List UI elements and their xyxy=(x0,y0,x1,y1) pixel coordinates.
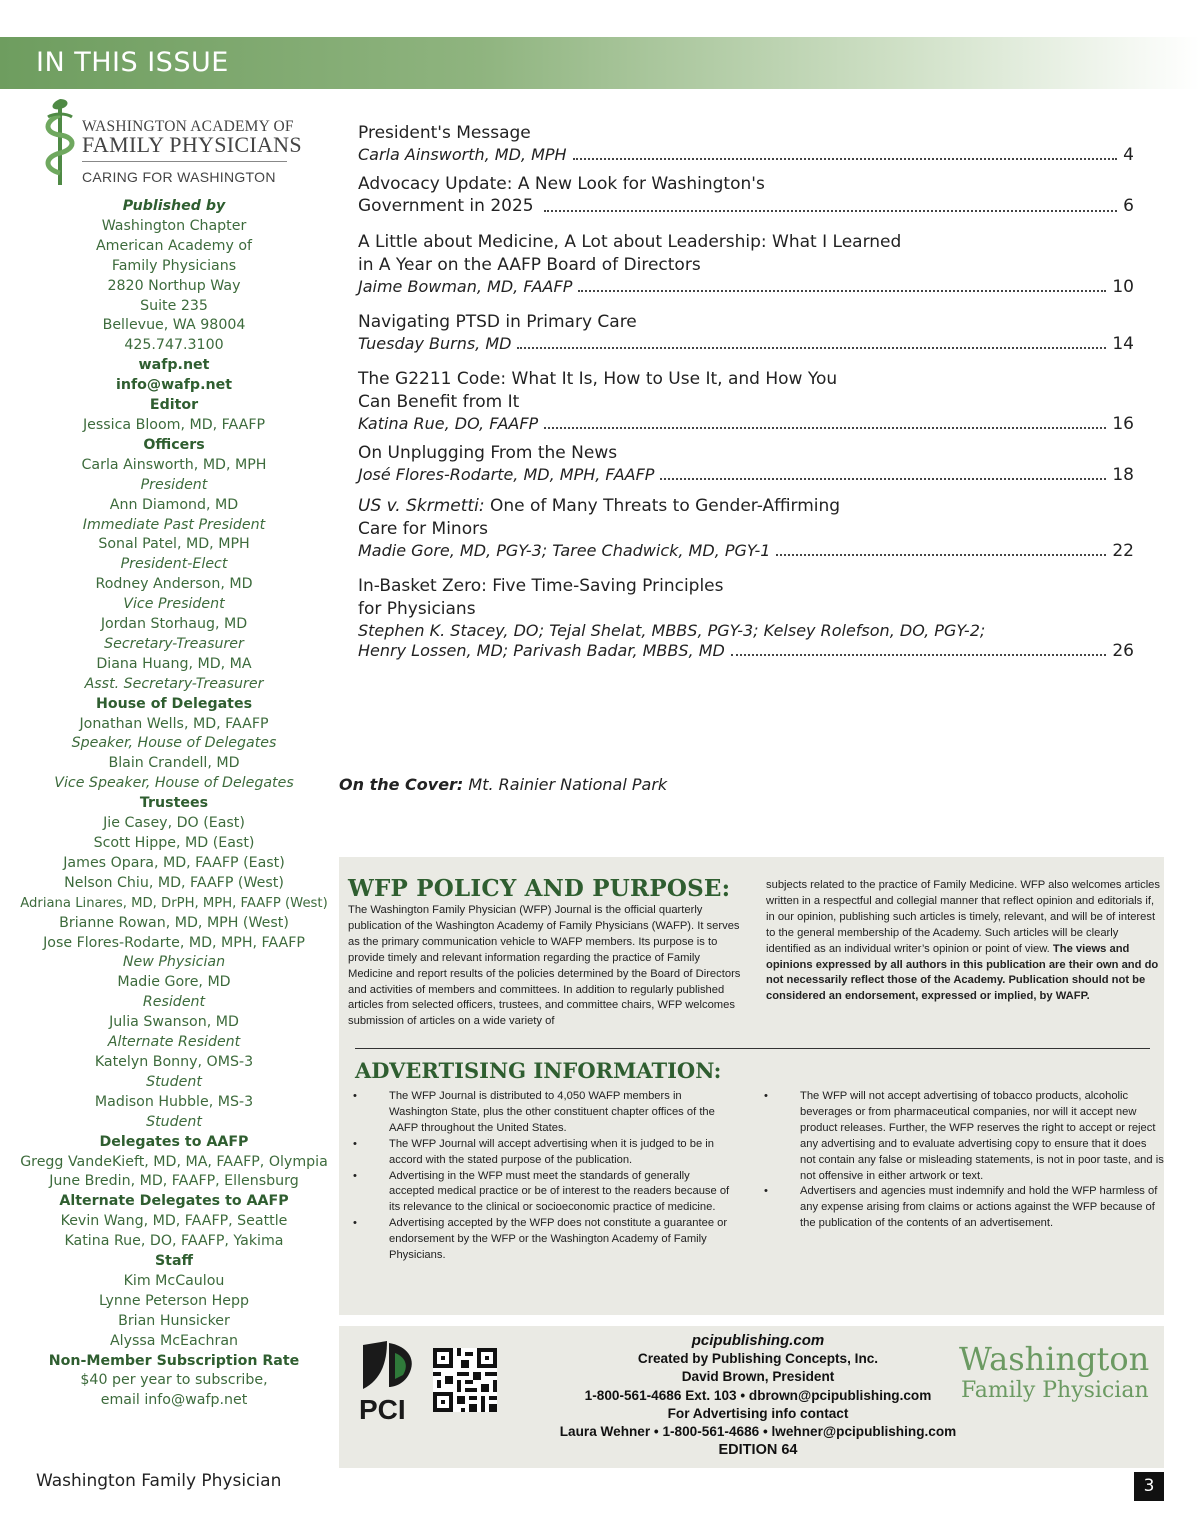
masthead-line: Sonal Patel, MD, MPH xyxy=(98,536,250,553)
toc-author-line xyxy=(358,465,1134,485)
list-item: • The WFP will not accept advertising of tobacco products, alcoholic beverages or from pharmaceutical companies, nor will it accept new product releases. Further, the WFP reserves the right to accept or reject any advertising and to evaluate advertising copy to ensure that it does not contain any false or misleading statements, is not in poor taste, and is not offensive in either artwork or text. xyxy=(764,1089,1164,1184)
toc-leader xyxy=(517,347,1106,349)
masthead-line: email info@wafp.net xyxy=(100,1392,248,1409)
masthead-line: Scott Hippe, MD (East) xyxy=(93,835,255,851)
toc-title: Navigating PTSD in Primary Care xyxy=(358,312,637,332)
policy-text-left: The Washington Family Physician (WFP) Journal is the official quarterly publication of the Washington Academy of Family Physicians (WAFP). It serves as the primary communication vehicle to WAFP members. Its purpose is to provide timely and relevant information regarding the practice of Family Medicine and report results of the policies determined by the Board of Directors and activities of members and committees. In addition to regularly published articles from selected officers, trustees, and committee chairs, WFP welcomes submission of articles on a wide variety of xyxy=(348,904,741,1028)
toc-author: José Flores-Rodarte, MD, MPH, FAAFP xyxy=(358,465,655,484)
masthead-line: Brian Hunsicker xyxy=(118,1312,230,1329)
toc-author: Henry Lossen, MD; Parivash Badar, MBBS, MD xyxy=(358,641,725,660)
masthead-line: Speaker, House of Delegates xyxy=(71,735,277,752)
masthead-line: Rodney Anderson, MD xyxy=(95,576,253,593)
toc-author-line xyxy=(358,277,1134,297)
wafp-logo xyxy=(20,95,328,191)
masthead-line: James Opara, MD, FAAFP (East) xyxy=(63,854,285,871)
section-banner xyxy=(0,37,1200,89)
publisher-footer xyxy=(339,1326,1164,1468)
toc-entry[interactable] xyxy=(358,311,1134,354)
masthead-line: Jonathan Wells, MD, FAAFP xyxy=(79,715,269,732)
cover-label: On the Cover: xyxy=(339,775,464,794)
masthead-line: $40 per year to subscribe, xyxy=(80,1372,268,1389)
cover-text: Mt. Rainier National Park xyxy=(463,775,668,794)
masthead-line: info@wafp.net xyxy=(116,377,232,394)
masthead-line: wafp.net xyxy=(138,357,210,374)
policy-text-right-body: subjects related to the practice of Family Medicine. WFP also welcomes articles written in a respectful and collegial manner that reflect opinion and editorials if, in our opinion, publishing such articles is timely, relevant, and will be of interest to the general membership of the Academy. Such articles will be clearly identified as an individual writer’s opinion or point of view. xyxy=(766,879,1160,955)
toc-author-pre xyxy=(358,621,1134,641)
masthead-line: House of Delegates xyxy=(95,695,253,712)
toc-author-line xyxy=(358,641,1134,661)
pci-leaf-icon xyxy=(359,1339,417,1421)
toc-page: 10 xyxy=(1112,277,1134,297)
toc-title-italic: US v. Skrmetti: xyxy=(358,496,485,516)
toc-entry[interactable] xyxy=(358,575,1134,661)
masthead-line: Diana Huang, MD, MA xyxy=(96,655,252,672)
masthead-list xyxy=(20,197,328,1411)
masthead-line: American Academy of xyxy=(95,237,253,254)
logo-line-2: FAMILY PHYSICIANS xyxy=(82,132,302,157)
masthead-line: President xyxy=(140,476,208,493)
toc-author-line xyxy=(358,414,1134,434)
masthead-line: Nelson Chiu, MD, FAAFP (West) xyxy=(64,874,284,891)
toc-page: 18 xyxy=(1112,465,1134,485)
toc-title: On Unplugging From the News xyxy=(358,443,618,463)
toc-author: Tuesday Burns, MD xyxy=(358,334,512,353)
masthead-line: Madison Hubble, MS-3 xyxy=(94,1093,254,1110)
advertising-title: ADVERTISING INFORMATION: xyxy=(355,1058,722,1083)
advertising-list-right xyxy=(764,1089,1164,1232)
section-divider xyxy=(355,1048,1150,1049)
publisher-line: David Brown, President xyxy=(681,1369,835,1385)
toc-entry[interactable] xyxy=(358,122,1134,165)
advertising-contact: Laura Wehner • 1-800-561-4686 • lwehner@pcipublishing.com xyxy=(559,1424,957,1440)
toc-title-cont: for Physicians xyxy=(358,599,476,619)
caduceus-icon xyxy=(42,95,78,191)
toc-title-line xyxy=(358,196,1134,217)
masthead-line: Blain Crandell, MD xyxy=(108,755,240,772)
publisher-info xyxy=(543,1332,973,1459)
toc-page: 26 xyxy=(1112,641,1134,661)
masthead-line: Alternate Resident xyxy=(107,1034,241,1051)
masthead-line: Katelyn Bonny, OMS-3 xyxy=(94,1053,254,1070)
masthead-line: Ann Diamond, MD xyxy=(109,496,239,513)
masthead-line: Suite 235 xyxy=(140,297,208,314)
masthead-line: Staff xyxy=(154,1253,194,1270)
masthead-line: Trustees xyxy=(139,795,209,812)
toc-author: Stephen K. Stacey, DO; Tejal Shelat, MBBS, PGY-3; Kelsey Rolefson, DO, PGY-2; xyxy=(358,621,986,640)
list-item: • Advertising accepted by the WFP does not constitute a guarantee or endorsement by the WFP or the Washington Academy of Family Physicians. xyxy=(353,1216,738,1264)
masthead-line: Published by xyxy=(122,198,226,214)
wfp-brand-line-1: Washington xyxy=(959,1340,1150,1378)
masthead-line: Asst. Secretary-Treasurer xyxy=(84,675,264,692)
masthead-line: Family Physicians xyxy=(111,257,237,274)
masthead-line: Madie Gore, MD xyxy=(117,974,231,991)
toc-leader xyxy=(660,478,1106,480)
page-number: 3 xyxy=(1134,1472,1164,1501)
masthead-line: Non-Member Subscription Rate xyxy=(48,1352,300,1369)
masthead-line: Gregg VandeKieft, MD, MA, FAAFP, Olympia xyxy=(20,1153,328,1170)
masthead-line: Jessica Bloom, MD, FAAFP xyxy=(82,416,266,433)
toc-title: Advocacy Update: A New Look for Washington's xyxy=(358,174,765,194)
toc-page: 6 xyxy=(1123,196,1134,216)
toc-leader xyxy=(544,210,1118,212)
wfp-brand-line-2: Family Physician xyxy=(961,1378,1149,1403)
toc-entry[interactable] xyxy=(358,173,1134,217)
masthead-line: Julia Swanson, MD xyxy=(109,1014,239,1031)
masthead-line: Student xyxy=(146,1113,202,1130)
toc-author: Madie Gore, MD, PGY-3; Taree Chadwick, MD, PGY-1 xyxy=(358,541,771,560)
toc-author-line xyxy=(358,541,1134,561)
banner-title: IN THIS ISSUE xyxy=(36,47,229,78)
toc-leader xyxy=(578,290,1106,292)
masthead-sidebar xyxy=(20,95,328,1411)
masthead-line: June Bredin, MD, FAAFP, Ellensburg xyxy=(49,1173,299,1190)
masthead-line: Alyssa McEachran xyxy=(109,1332,239,1349)
toc-title xyxy=(358,495,1134,518)
qr-code-icon xyxy=(433,1348,497,1412)
toc-entry[interactable] xyxy=(358,231,1134,297)
masthead-line: Jordan Storhaug, MD xyxy=(100,616,248,633)
toc-author: Carla Ainsworth, MD, MPH xyxy=(358,145,567,164)
policy-disclaimer: The views and opinions expressed by all authors in this publication are their own and do not necessarily reflect those of the Academy. Publication should not be considered an endorsement, expressed or implied, by WAFP. xyxy=(766,942,1159,1003)
masthead-line: Washington Chapter xyxy=(101,217,247,234)
advertising-list-left xyxy=(353,1089,738,1264)
toc-page: 22 xyxy=(1112,541,1134,561)
masthead-line: 2820 Northup Way xyxy=(107,277,241,294)
policy-title: WFP POLICY AND PURPOSE: xyxy=(348,875,731,902)
toc-leader xyxy=(776,554,1106,556)
table-of-contents xyxy=(358,122,1134,661)
toc-title-cont: in A Year on the AAFP Board of Directors xyxy=(358,255,701,275)
toc-page: 16 xyxy=(1112,414,1134,434)
toc-leader xyxy=(573,158,1118,160)
masthead-line: Delegates to AAFP xyxy=(99,1133,249,1150)
masthead-line: Student xyxy=(146,1073,202,1090)
toc-page: 4 xyxy=(1123,145,1134,165)
masthead-line: Kim McCaulou xyxy=(123,1272,225,1289)
masthead-line: Secretary-Treasurer xyxy=(104,635,244,652)
toc-leader xyxy=(544,427,1106,429)
toc-author: Jaime Bowman, MD, FAAFP xyxy=(358,277,573,296)
masthead-line: Resident xyxy=(142,994,206,1011)
masthead-line: Alternate Delegates to AAFP xyxy=(59,1193,289,1210)
masthead-line: New Physician xyxy=(122,954,226,971)
toc-author-line xyxy=(358,145,1134,165)
publisher-contact: 1-800-561-4686 Ext. 103 • dbrown@pcipublishing.com xyxy=(584,1387,932,1403)
toc-author: Katina Rue, DO, FAAFP xyxy=(358,414,539,433)
toc-title-last: Government in 2025 xyxy=(358,196,534,216)
masthead-line: President-Elect xyxy=(120,556,228,573)
masthead-line: Vice President xyxy=(123,596,225,613)
toc-title: A Little about Medicine, A Lot about Leadership: What I Learned xyxy=(358,232,902,252)
masthead-line: Editor xyxy=(149,397,199,414)
cover-caption xyxy=(339,775,667,794)
toc-title: The G2211 Code: What It Is, How to Use It, and How You xyxy=(358,369,838,389)
toc-author-line xyxy=(358,334,1134,354)
list-item: • Advertising in the WFP must meet the standards of generally accepted medical practice or be of interest to the readers because of its relevance to the clinical or socioeconomic practice of medicine. xyxy=(353,1169,738,1217)
masthead-line: Bellevue, WA 98004 xyxy=(102,317,246,334)
toc-title: President's Message xyxy=(358,123,531,143)
publisher-line: Created by Publishing Concepts, Inc. xyxy=(637,1351,879,1367)
toc-entry[interactable] xyxy=(358,442,1134,485)
toc-title-cont: Can Benefit from It xyxy=(358,392,520,412)
pci-logo xyxy=(359,1339,417,1426)
masthead-line: Vice Speaker, House of Delegates xyxy=(54,775,294,792)
publication-name: Washington Family Physician xyxy=(36,1471,282,1491)
toc-leader xyxy=(731,654,1107,656)
masthead-line: 425.747.3100 xyxy=(124,337,224,354)
logo-divider xyxy=(82,161,287,162)
logo-line-1: WASHINGTON ACADEMY OF xyxy=(82,118,294,135)
masthead-line: Carla Ainsworth, MD, MPH xyxy=(81,456,267,473)
publisher-website[interactable]: pcipublishing.com xyxy=(691,1332,825,1349)
edition-label: EDITION 64 xyxy=(718,1442,798,1459)
masthead-line: Immediate Past President xyxy=(82,516,266,533)
publisher-line: For Advertising info contact xyxy=(667,1405,849,1421)
policy-panel xyxy=(339,857,1164,1315)
list-item: • The WFP Journal is distributed to 4,050 WAFP members in Washington State, plus the other constituent chapter offices of the AAFP throughout the United States. xyxy=(353,1089,738,1137)
toc-title: In-Basket Zero: Five Time-Saving Principles xyxy=(358,576,724,596)
masthead-line: Kevin Wang, MD, FAAFP, Seattle xyxy=(60,1213,288,1230)
masthead-line: Lynne Peterson Hepp xyxy=(98,1292,250,1309)
toc-entry[interactable] xyxy=(358,495,1134,561)
masthead-line: Brianne Rowan, MD, MPH (West) xyxy=(59,914,289,931)
toc-page: 14 xyxy=(1112,334,1134,354)
toc-title-cont: Care for Minors xyxy=(358,519,488,539)
list-item: • The WFP Journal will accept advertising when it is judged to be in accord with the stated purpose of the publication. xyxy=(353,1137,738,1169)
qr-code[interactable] xyxy=(433,1348,497,1417)
policy-text-right xyxy=(766,878,1160,1005)
toc-title-rest: One of Many Threats to Gender-Affirming xyxy=(484,496,841,516)
logo-tagline: CARING FOR WASHINGTON xyxy=(82,169,276,185)
list-item: • Advertisers and agencies must indemnify and hold the WFP harmless of any expense arising from claims or actions against the WFP because of the publication of the contents of an advertisement. xyxy=(764,1184,1164,1232)
masthead-line: Katina Rue, DO, FAAFP, Yakima xyxy=(64,1233,284,1250)
masthead-line: Adriana Linares, MD, DrPH, MPH, FAAFP (West) xyxy=(20,895,328,911)
pci-wordmark: PCI xyxy=(359,1394,406,1421)
masthead-line: Officers xyxy=(143,436,205,453)
masthead-line: Jie Casey, DO (East) xyxy=(103,815,245,832)
toc-entry[interactable] xyxy=(358,368,1134,434)
masthead-line: Jose Flores-Rodarte, MD, MPH, FAAFP xyxy=(43,934,305,951)
